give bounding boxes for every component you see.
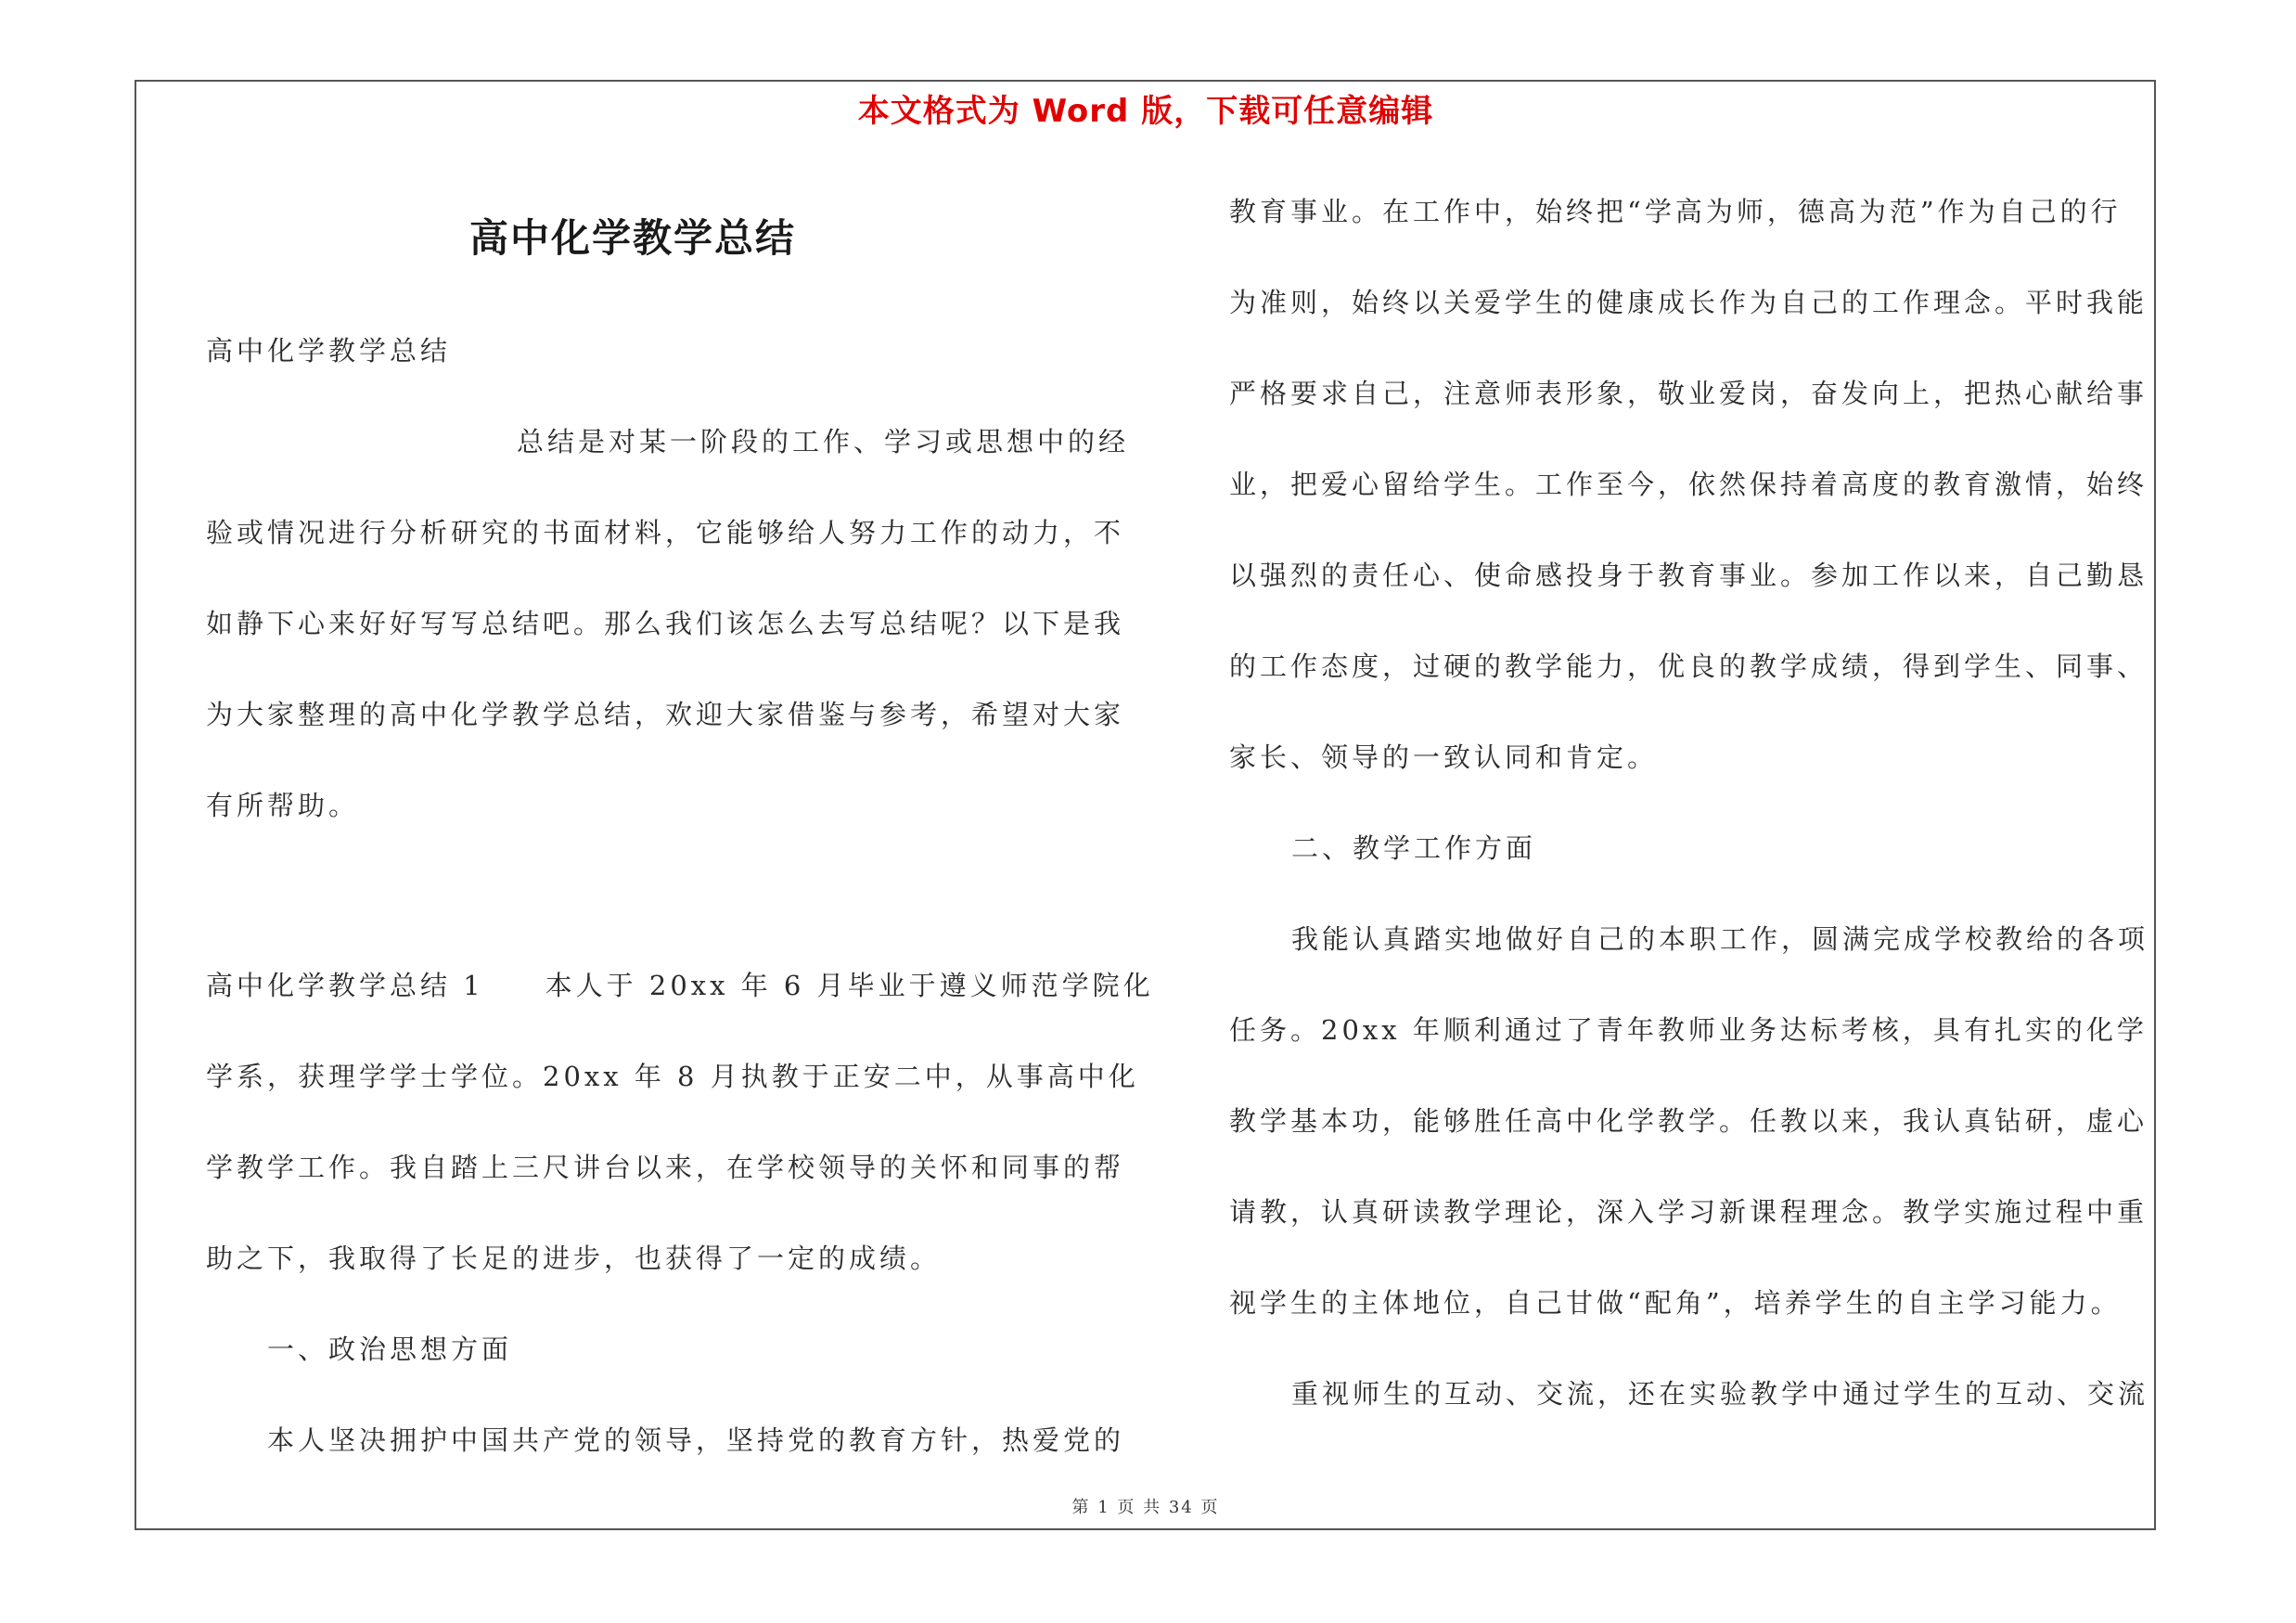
right-line-7: 家长、领导的一致认同和肯定。 [1229, 741, 1659, 773]
left-line-9: 学教学工作。我自踏上三尺讲台以来，在学校领导的关怀和同事的帮 [206, 1152, 1125, 1183]
left-line-4: 如静下心来好好写写总结吧。那么我们该怎么去写总结呢？以下是我 [206, 608, 1125, 639]
left-line-10: 助之下，我取得了长足的进步，也获得了一定的成绩。 [206, 1243, 942, 1274]
right-line-9: 我能认真踏实地做好自己的本职工作，圆满完成学校教给的各项 [1291, 923, 2149, 955]
right-line-11: 教学基本功，能够胜任高中化学教学。任教以来，我认真钻研，虚心 [1229, 1105, 2148, 1137]
right-line-3: 严格要求自己，注意师表形象，敬业爱岗，奋发向上，把热心献给事 [1229, 378, 2148, 409]
left-line-12: 本人坚决拥护中国共产党的领导，坚持党的教育方针，热爱党的 [267, 1424, 1125, 1456]
left-line-2: 总结是对某一阶段的工作、学习或思想中的经 [517, 426, 1130, 457]
right-line-1: 教育事业。在工作中，始终把“学高为师，德高为范”作为自己的行 [1229, 196, 2122, 227]
left-line-3: 验或情况进行分析研究的书面材料，它能够给人努力工作的动力，不 [206, 517, 1125, 548]
right-line-12: 请教，认真研读教学理论，深入学习新课程理念。教学实施过程中重 [1229, 1196, 2148, 1228]
left-line-8: 学系，获理学学士学位。20xx 年 8 月执教于正安二中，从事高中化 [206, 1061, 1139, 1092]
right-line-2: 为准则，始终以关爱学生的健康成长作为自己的工作理念。平时我能 [1229, 287, 2148, 318]
right-line-14: 重视师生的互动、交流，还在实验教学中通过学生的互动、交流 [1291, 1378, 2149, 1410]
left-line-5: 为大家整理的高中化学教学总结，欢迎大家借鉴与参考，希望对大家 [206, 699, 1125, 730]
right-line-13: 视学生的主体地位，自己甘做“配角”，培养学生的自主学习能力。 [1229, 1287, 2122, 1319]
left-line-11: 一、政治思想方面 [267, 1333, 513, 1365]
right-line-6: 的工作态度，过硬的教学能力，优良的教学成绩，得到学生、同事、 [1229, 650, 2148, 682]
left-line-6: 有所帮助。 [206, 790, 360, 821]
document-title: 高中化学教学总结 [468, 215, 796, 261]
right-line-4: 业，把爱心留给学生。工作至今，依然保持着高度的教育激情，始终 [1229, 469, 2148, 500]
right-line-10: 任务。20xx 年顺利通过了青年教师业务达标考核，具有扎实的化学 [1229, 1014, 2148, 1046]
format-banner: 本文格式为 Word 版，下载可任意编辑 [857, 93, 1434, 130]
right-line-5: 以强烈的责任心、使命感投身于教育事业。参加工作以来，自己勤恳 [1229, 560, 2148, 591]
page-footer: 第 1 页 共 34 页 [1071, 1498, 1220, 1517]
right-line-8: 二、教学工作方面 [1291, 832, 1537, 864]
left-line-1: 高中化学教学总结 [206, 335, 452, 367]
left-line-7: 高中化学教学总结 1 本人于 20xx 年 6 月毕业于遵义师范学院化 [206, 970, 1154, 1001]
